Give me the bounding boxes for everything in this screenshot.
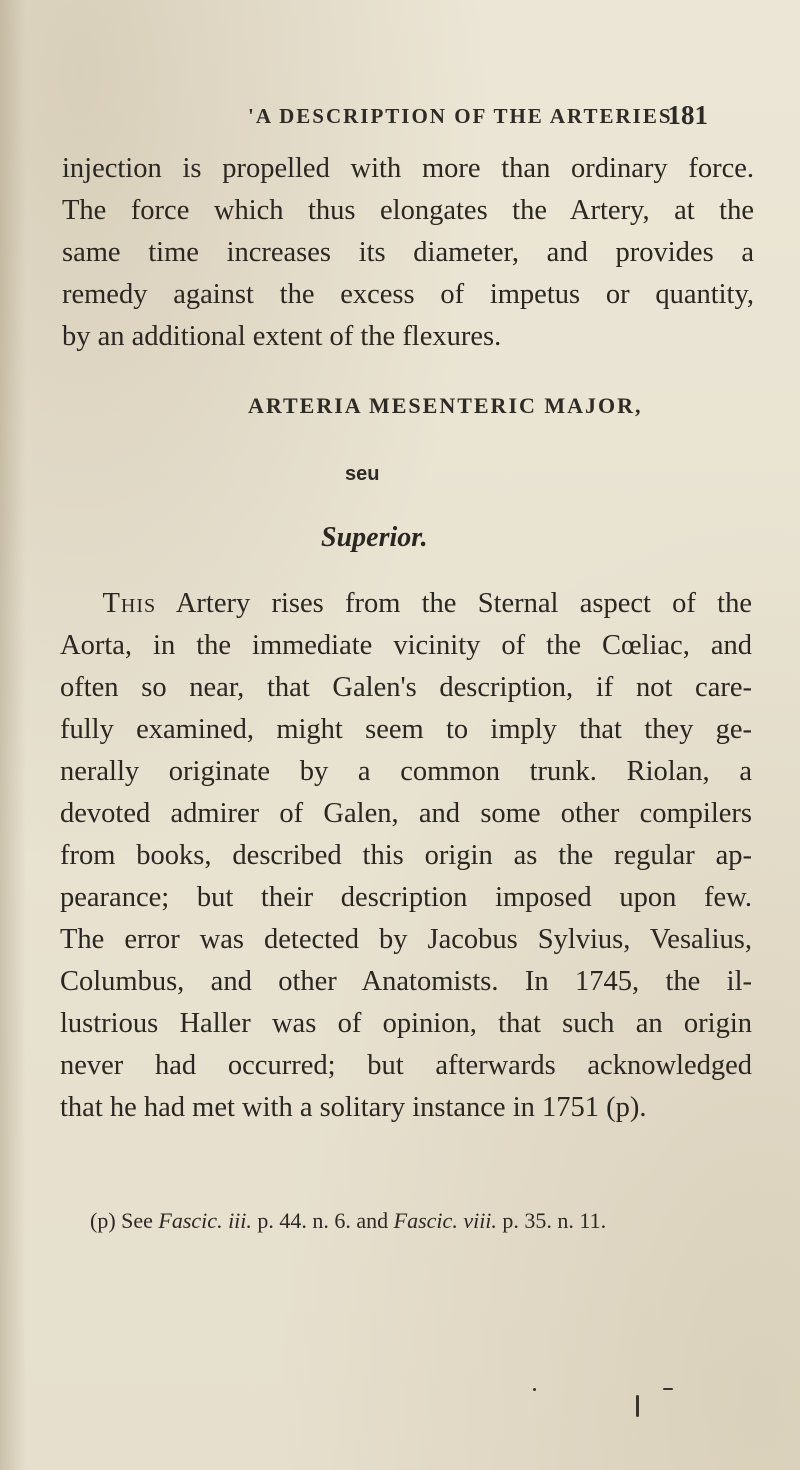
footnote-ref1-detail: p. 44. n. 6. and xyxy=(257,1208,389,1233)
text-line: often so near, that Galen's description, if not care- xyxy=(60,672,752,703)
section-heading: ARTERIA MESENTERIC MAJOR, xyxy=(248,393,643,418)
footnote-see: See xyxy=(121,1208,153,1233)
footnote xyxy=(90,1208,730,1234)
text-line: Columbus, and other Anatomists. In 1745, the il- xyxy=(60,966,752,997)
lead-word: This xyxy=(102,588,157,619)
text-line: Aorta, in the immediate vicinity of the Cœliac, and xyxy=(60,630,752,661)
text-line: same time increases its diameter, and provides a xyxy=(62,237,754,268)
page-gutter-shadow xyxy=(0,0,26,1470)
footnote-ref1: Fascic. iii. xyxy=(158,1208,252,1233)
text-line: that he had met with a solitary instance in 1751 (p). xyxy=(60,1092,647,1123)
text-line: by an additional extent of the flexures. xyxy=(62,321,502,352)
text-line: fully examined, might seem to imply that they ge- xyxy=(60,714,752,745)
section-subheading-superior: Superior. xyxy=(321,522,428,553)
text-line-first xyxy=(60,583,752,625)
paper-speck xyxy=(636,1395,639,1417)
text-line: devoted admirer of Galen, and some other compilers xyxy=(60,798,752,829)
text-line: injection is propelled with more than ordinary force. xyxy=(62,153,754,184)
running-head xyxy=(248,98,708,138)
paper-speck xyxy=(533,1388,536,1391)
section-subheading-seu: seu xyxy=(345,463,380,485)
text-line: remedy against the excess of impetus or quantity, xyxy=(62,279,754,310)
running-title: 'A DESCRIPTION OF THE ARTERIES. xyxy=(248,104,680,128)
footnote-marker: (p) xyxy=(90,1208,116,1233)
footnote-ref2-detail: p. 35. n. 11. xyxy=(502,1208,607,1233)
text-line: never had occurred; but afterwards acknowledged xyxy=(60,1050,752,1081)
text-line: pearance; but their description imposed upon few. xyxy=(60,882,752,913)
paragraph-main xyxy=(60,583,752,1129)
paragraph-continuation xyxy=(62,148,754,358)
footnote-ref2: Fascic. viii. xyxy=(393,1208,497,1233)
text-line: from books, described this origin as the regular ap- xyxy=(60,840,752,871)
paper-speck xyxy=(663,1388,673,1390)
text-line: The force which thus elongates the Artery, at the xyxy=(62,195,754,226)
text-line: lustrious Haller was of opinion, that such an origin xyxy=(60,1008,752,1039)
first-line-rest: Artery rises from the Sternal aspect of the xyxy=(175,588,752,619)
text-line: nerally originate by a common trunk. Riolan, a xyxy=(60,756,752,787)
page-number: 181 xyxy=(667,100,708,130)
text-line: The error was detected by Jacobus Sylvius, Vesalius, xyxy=(60,924,752,955)
